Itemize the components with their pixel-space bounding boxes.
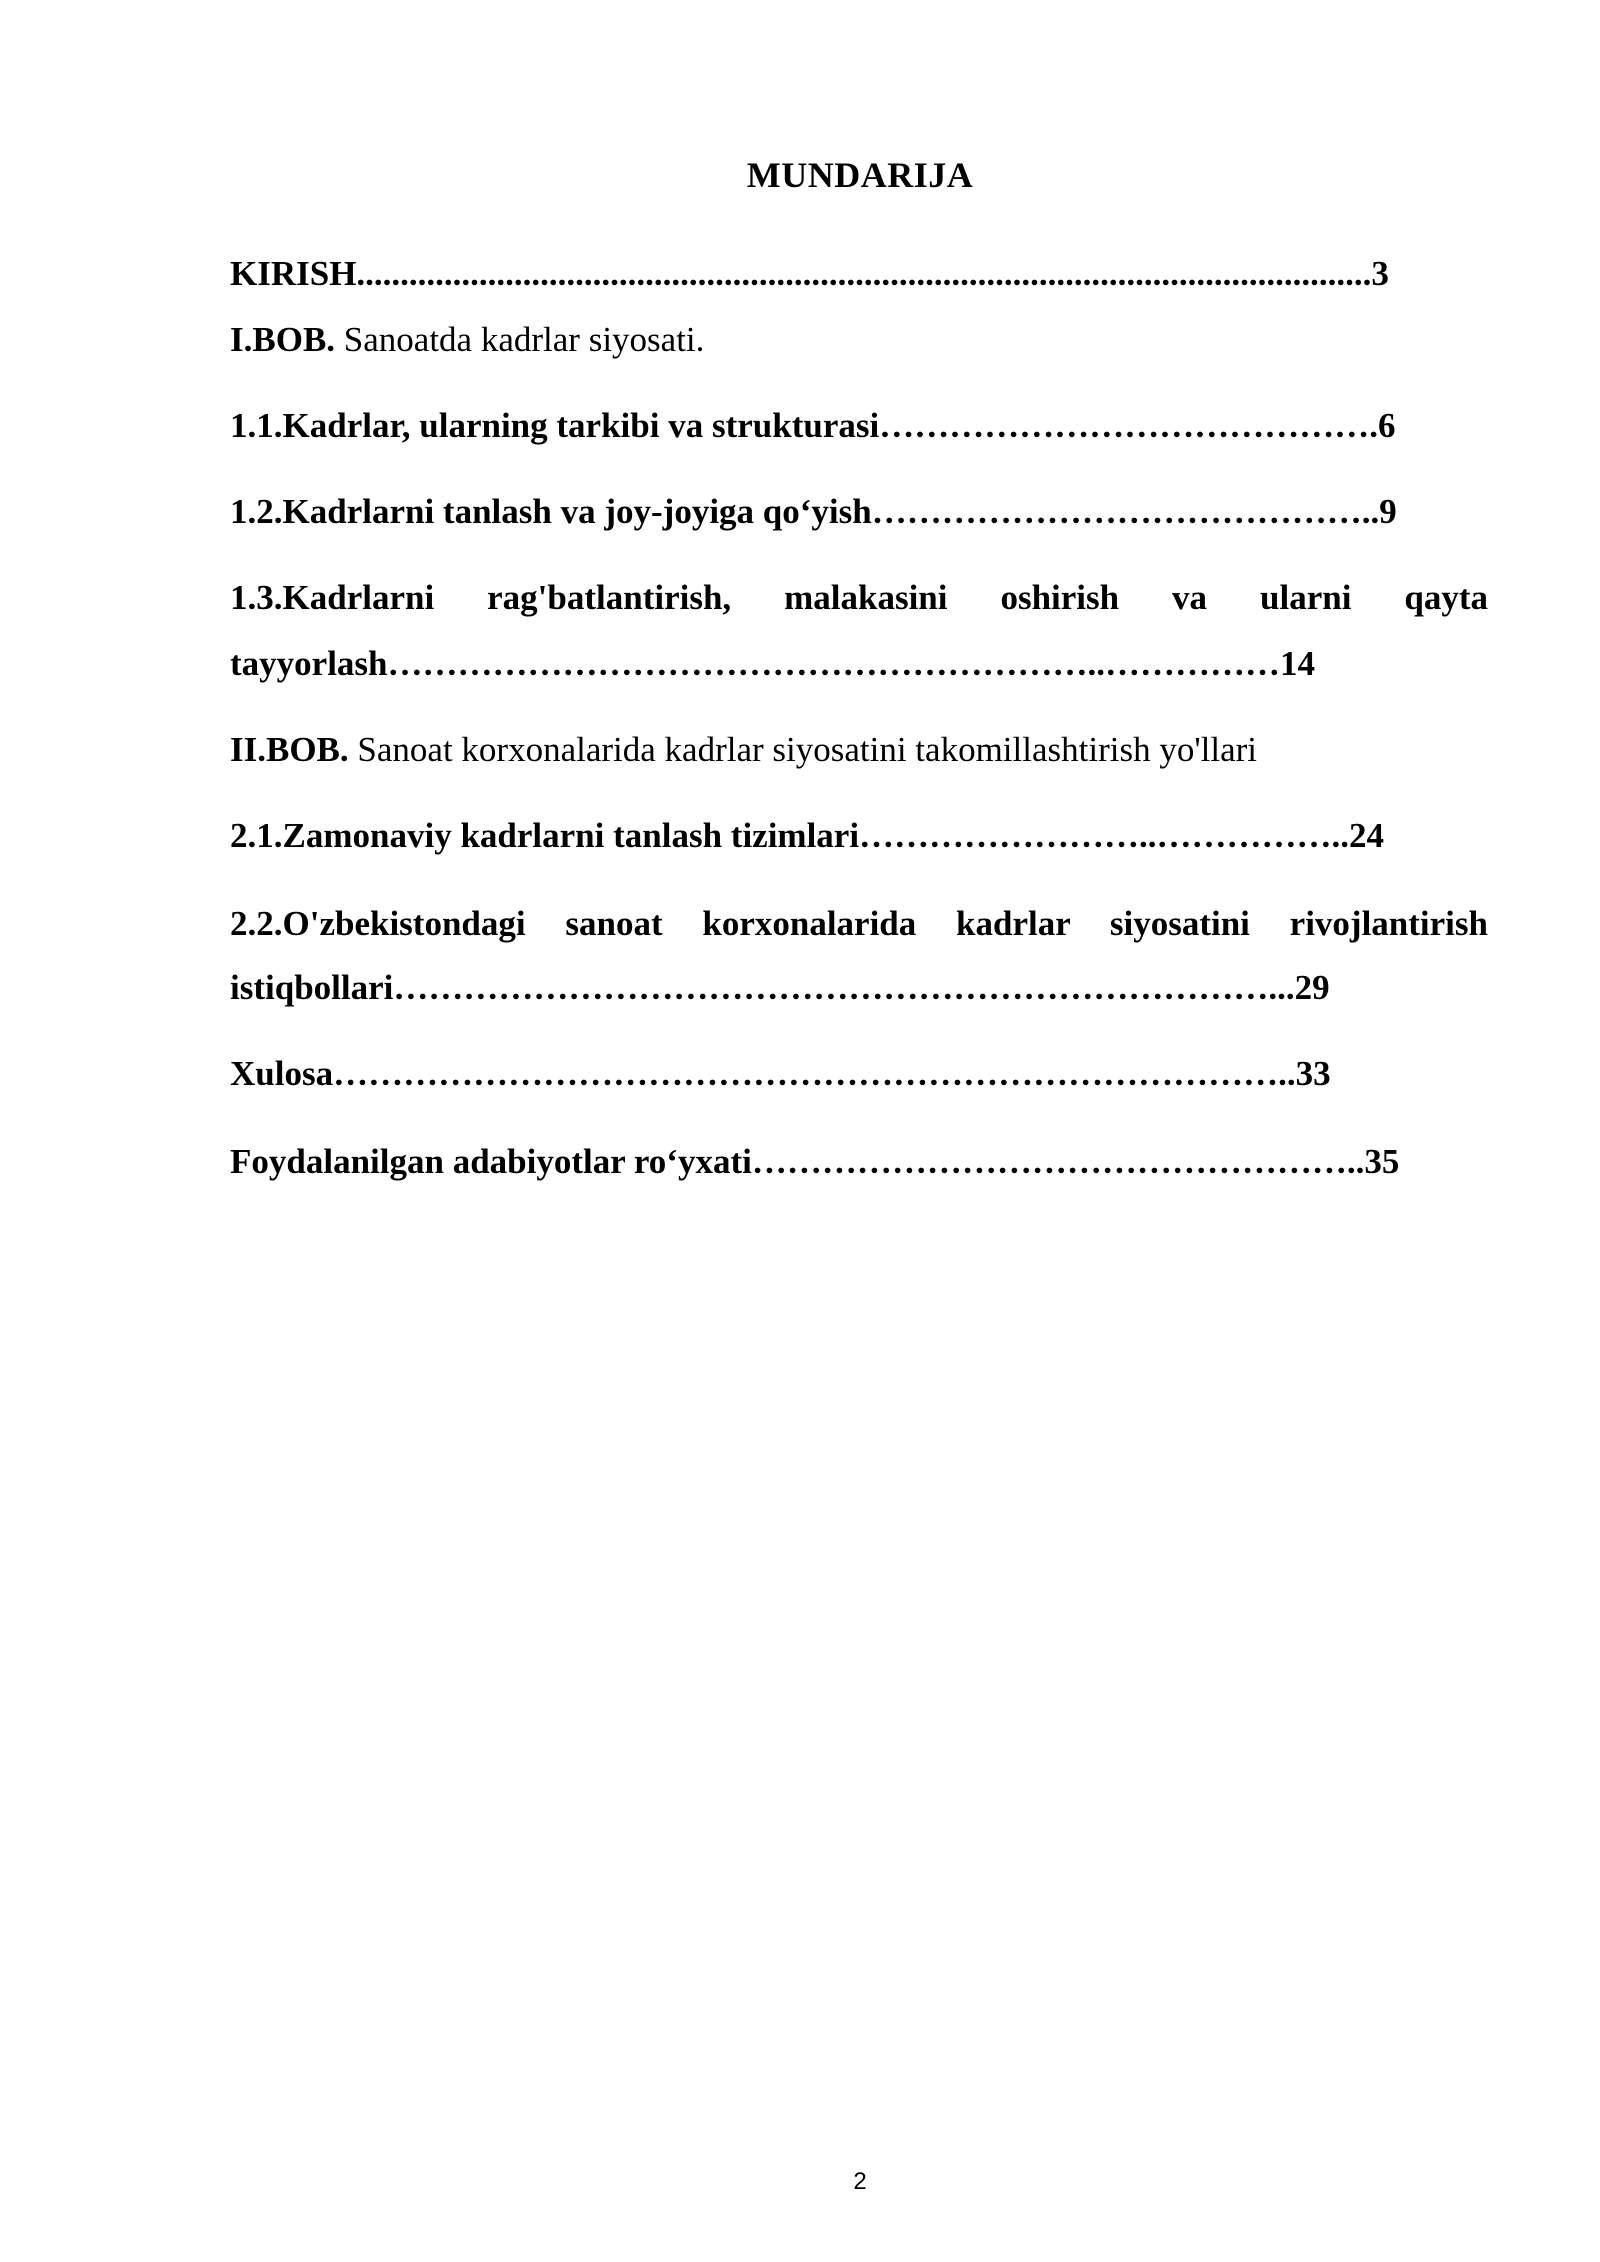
- toc-entry-2-2-line-1: 2.2.O'zbekistondagi sanoat korxonalarida kadrlar siyosatini rivojlantirish: [230, 904, 1488, 943]
- chapter-1-title: Sanoatda kadrlar siyosati.: [335, 320, 705, 359]
- page-number: 2: [853, 2168, 867, 2195]
- page-title: MUNDARIJA: [746, 155, 974, 195]
- toc-entry-1-3-line-2: tayyorlash……………………………………………………..……………14: [230, 644, 1315, 683]
- toc-entry-adabiyotlar: Foydalanilgan adabiyotlar ro‘yxati……………………………………………..35: [230, 1142, 1400, 1181]
- chapter-2-title: Sanoat korxonalarida kadrlar siyosatini takomillashtirish yo'llari: [348, 730, 1257, 769]
- toc-entry-2-1: 2.1.Zamonaviy kadrlarni tanlash tizimlari……………………..……………..24: [230, 816, 1385, 855]
- chapter-2-number: II.BOB.: [230, 730, 349, 769]
- toc-entry-chapter-2: [230, 728, 1257, 772]
- toc-entry-1-3-line-1: 1.3.Kadrlarni rag'batlantirish, malakasini oshirish va ularni qayta: [230, 578, 1488, 617]
- toc-entry-kirish: KIRISH....................................................................................................................3: [230, 254, 1389, 293]
- toc-entry-1-1: 1.1.Kadrlar, ularning tarkibi va strukturasi…………………………………….6: [230, 406, 1396, 445]
- toc-entry-2-2-line-2: istiqbollari…………………………………………………………………...29: [230, 968, 1330, 1007]
- toc-entry-1-2: 1.2.Kadrlarni tanlash va joy-joyiga qo‘yish……………………………………..9: [230, 492, 1397, 531]
- toc-entry-chapter-1: [230, 318, 704, 362]
- chapter-1-number: I.BOB.: [230, 320, 336, 359]
- toc-entry-xulosa: Xulosa………………………………………………………………………..33: [230, 1054, 1331, 1093]
